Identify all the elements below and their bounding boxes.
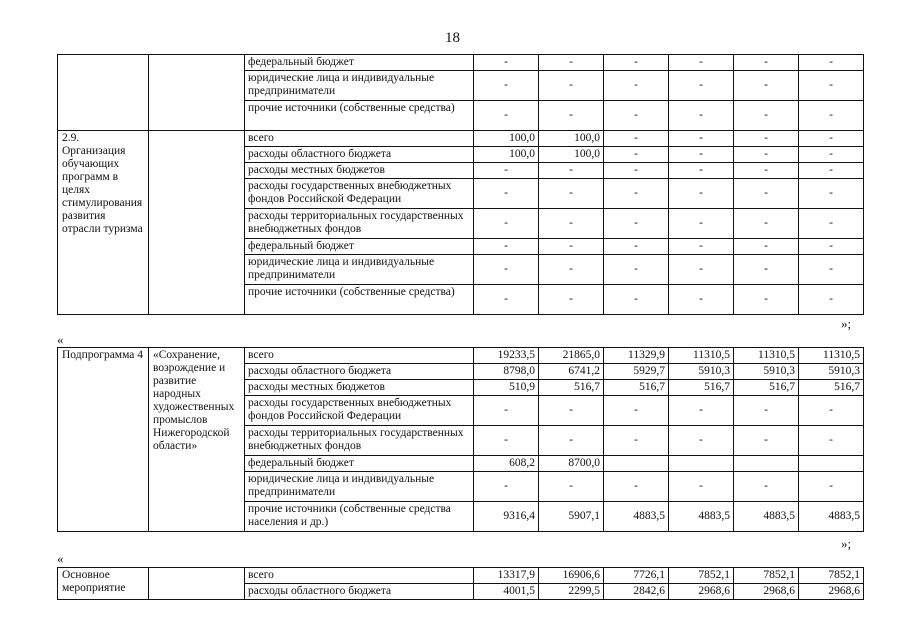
- value-cell: -: [799, 285, 864, 315]
- value-cell: 608,2: [474, 456, 539, 472]
- value-cell: -: [799, 472, 864, 502]
- row-label: прочие источники (собственные средства): [245, 285, 474, 315]
- value-cell: -: [539, 163, 604, 179]
- value-cell: 11329,9: [604, 348, 669, 364]
- value-cell: -: [539, 285, 604, 315]
- value-cell: -: [734, 71, 799, 101]
- budget-table-item-2-9: [57, 54, 864, 315]
- value-cell: -: [669, 396, 734, 426]
- value-cell: -: [734, 239, 799, 255]
- closing-quote-2: »;: [841, 536, 852, 551]
- value-cell: -: [604, 71, 669, 101]
- value-cell: -: [539, 209, 604, 239]
- value-cell: -: [799, 163, 864, 179]
- row-label: расходы областного бюджета: [245, 584, 474, 600]
- page-number: 18: [445, 30, 460, 46]
- row-label: федеральный бюджет: [245, 239, 474, 255]
- value-cell: 16906,6: [539, 568, 604, 584]
- value-cell: 2968,6: [734, 584, 799, 600]
- empty-name-cell: [58, 55, 149, 131]
- value-cell: 6741,2: [539, 364, 604, 380]
- value-cell: -: [604, 426, 669, 456]
- value-cell: 516,7: [604, 380, 669, 396]
- value-cell: -: [474, 285, 539, 315]
- value-cell: 2299,5: [539, 584, 604, 600]
- value-cell: 5907,1: [539, 502, 604, 532]
- value-cell: 5910,3: [669, 364, 734, 380]
- value-cell: -: [604, 239, 669, 255]
- value-cell: -: [734, 101, 799, 131]
- row-label: расходы местных бюджетов: [245, 163, 474, 179]
- row-label: расходы территориальных государственных внебюджетных фондов: [245, 426, 474, 456]
- closing-quote-1: »;: [841, 316, 852, 331]
- value-cell: 7852,1: [669, 568, 734, 584]
- value-cell: -: [539, 472, 604, 502]
- empty-desc-cell: [149, 131, 245, 315]
- value-cell: -: [669, 472, 734, 502]
- value-cell: 13317,9: [474, 568, 539, 584]
- value-cell: -: [604, 147, 669, 163]
- value-cell: 7852,1: [799, 568, 864, 584]
- value-cell: -: [669, 285, 734, 315]
- value-cell: -: [734, 255, 799, 285]
- value-cell: -: [539, 71, 604, 101]
- main-activity-label: Основное мероприятие: [58, 568, 149, 600]
- row-label: расходы областного бюджета: [245, 364, 474, 380]
- value-cell: 5929,7: [604, 364, 669, 380]
- value-cell: -: [799, 147, 864, 163]
- value-cell: -: [474, 239, 539, 255]
- value-cell: -: [799, 239, 864, 255]
- value-cell: [669, 456, 734, 472]
- value-cell: -: [669, 71, 734, 101]
- value-cell: -: [539, 179, 604, 209]
- value-cell: -: [604, 472, 669, 502]
- opening-quote-2: «: [57, 551, 64, 566]
- value-cell: 4001,5: [474, 584, 539, 600]
- value-cell: [799, 456, 864, 472]
- row-label: федеральный бюджет: [245, 456, 474, 472]
- value-cell: 5910,3: [734, 364, 799, 380]
- value-cell: 9316,4: [474, 502, 539, 532]
- row-label: расходы территориальных государственных внебюджетных фондов: [245, 209, 474, 239]
- activity-title: 2.9. Организация обучающих программ в целях стимулирования развития отрасли туризма: [58, 131, 149, 315]
- value-cell: -: [539, 396, 604, 426]
- value-cell: -: [734, 147, 799, 163]
- value-cell: -: [604, 209, 669, 239]
- value-cell: 8700,0: [539, 456, 604, 472]
- table-row: [58, 348, 864, 364]
- value-cell: 100,0: [539, 147, 604, 163]
- value-cell: -: [474, 209, 539, 239]
- value-cell: -: [799, 396, 864, 426]
- value-cell: -: [799, 209, 864, 239]
- row-label: расходы государственных внебюджетных фондов Российской Федерации: [245, 179, 474, 209]
- value-cell: 11310,5: [799, 348, 864, 364]
- value-cell: -: [474, 472, 539, 502]
- value-cell: -: [539, 426, 604, 456]
- value-cell: -: [474, 71, 539, 101]
- value-cell: -: [669, 179, 734, 209]
- opening-quote-1: «: [57, 332, 64, 347]
- value-cell: -: [474, 55, 539, 71]
- value-cell: 510,9: [474, 380, 539, 396]
- value-cell: -: [669, 131, 734, 147]
- row-label: федеральный бюджет: [245, 55, 474, 71]
- value-cell: -: [799, 255, 864, 285]
- value-cell: -: [604, 55, 669, 71]
- value-cell: 4883,5: [669, 502, 734, 532]
- budget-table-main-activity: [57, 567, 864, 600]
- value-cell: -: [734, 426, 799, 456]
- value-cell: 11310,5: [734, 348, 799, 364]
- value-cell: 516,7: [669, 380, 734, 396]
- value-cell: -: [669, 426, 734, 456]
- value-cell: 19233,5: [474, 348, 539, 364]
- value-cell: 7852,1: [734, 568, 799, 584]
- row-label: прочие источники (собственные средства населения и др.): [245, 502, 474, 532]
- value-cell: -: [734, 179, 799, 209]
- value-cell: 100,0: [474, 131, 539, 147]
- value-cell: -: [474, 255, 539, 285]
- value-cell: [604, 456, 669, 472]
- value-cell: 2968,6: [669, 584, 734, 600]
- table-row: [58, 55, 864, 71]
- value-cell: -: [474, 163, 539, 179]
- value-cell: 5910,3: [799, 364, 864, 380]
- value-cell: 516,7: [734, 380, 799, 396]
- value-cell: -: [669, 147, 734, 163]
- value-cell: 4883,5: [734, 502, 799, 532]
- value-cell: -: [474, 101, 539, 131]
- value-cell: -: [474, 396, 539, 426]
- value-cell: -: [669, 209, 734, 239]
- value-cell: -: [799, 131, 864, 147]
- value-cell: -: [669, 255, 734, 285]
- value-cell: 7726,1: [604, 568, 669, 584]
- value-cell: -: [734, 396, 799, 426]
- subprogram-title: «Сохранение, возрождение и развитие народных художественных промыслов Нижегородской области»: [149, 348, 245, 532]
- value-cell: -: [604, 101, 669, 131]
- value-cell: 516,7: [539, 380, 604, 396]
- value-cell: -: [734, 472, 799, 502]
- value-cell: [734, 456, 799, 472]
- row-label: всего: [245, 131, 474, 147]
- row-label: расходы государственных внебюджетных фондов Российской Федерации: [245, 396, 474, 426]
- value-cell: -: [734, 131, 799, 147]
- value-cell: -: [669, 239, 734, 255]
- value-cell: 4883,5: [604, 502, 669, 532]
- value-cell: -: [799, 71, 864, 101]
- value-cell: -: [799, 101, 864, 131]
- value-cell: 8798,0: [474, 364, 539, 380]
- row-label: расходы областного бюджета: [245, 147, 474, 163]
- value-cell: 100,0: [474, 147, 539, 163]
- value-cell: -: [734, 55, 799, 71]
- budget-table-subprogram-4: [57, 347, 864, 532]
- value-cell: 516,7: [799, 380, 864, 396]
- value-cell: 4883,5: [799, 502, 864, 532]
- value-cell: -: [799, 426, 864, 456]
- value-cell: -: [539, 255, 604, 285]
- value-cell: -: [734, 285, 799, 315]
- value-cell: 2842,6: [604, 584, 669, 600]
- value-cell: -: [669, 163, 734, 179]
- value-cell: -: [669, 55, 734, 71]
- empty-desc-cell: [149, 55, 245, 131]
- value-cell: -: [604, 285, 669, 315]
- row-label: юридические лица и индивидуальные предприниматели: [245, 71, 474, 101]
- value-cell: 21865,0: [539, 348, 604, 364]
- value-cell: -: [474, 179, 539, 209]
- row-label: прочие источники (собственные средства): [245, 101, 474, 131]
- value-cell: -: [734, 163, 799, 179]
- value-cell: 2968,6: [799, 584, 864, 600]
- row-label: расходы местных бюджетов: [245, 380, 474, 396]
- value-cell: -: [604, 255, 669, 285]
- value-cell: -: [799, 55, 864, 71]
- table-row: [58, 568, 864, 584]
- row-label: юридические лица и индивидуальные предприниматели: [245, 472, 474, 502]
- value-cell: 11310,5: [669, 348, 734, 364]
- table-row: [58, 131, 864, 147]
- subprogram-number: Подпрограмма 4: [58, 348, 149, 532]
- row-label: всего: [245, 348, 474, 364]
- value-cell: -: [539, 55, 604, 71]
- value-cell: -: [799, 179, 864, 209]
- value-cell: -: [539, 239, 604, 255]
- row-label: всего: [245, 568, 474, 584]
- value-cell: -: [604, 396, 669, 426]
- value-cell: -: [539, 101, 604, 131]
- value-cell: -: [604, 179, 669, 209]
- value-cell: 100,0: [539, 131, 604, 147]
- row-label: юридические лица и индивидуальные предприниматели: [245, 255, 474, 285]
- value-cell: -: [669, 101, 734, 131]
- value-cell: -: [604, 163, 669, 179]
- value-cell: -: [474, 426, 539, 456]
- main-activity-desc: [149, 568, 245, 600]
- value-cell: -: [734, 209, 799, 239]
- value-cell: -: [604, 131, 669, 147]
